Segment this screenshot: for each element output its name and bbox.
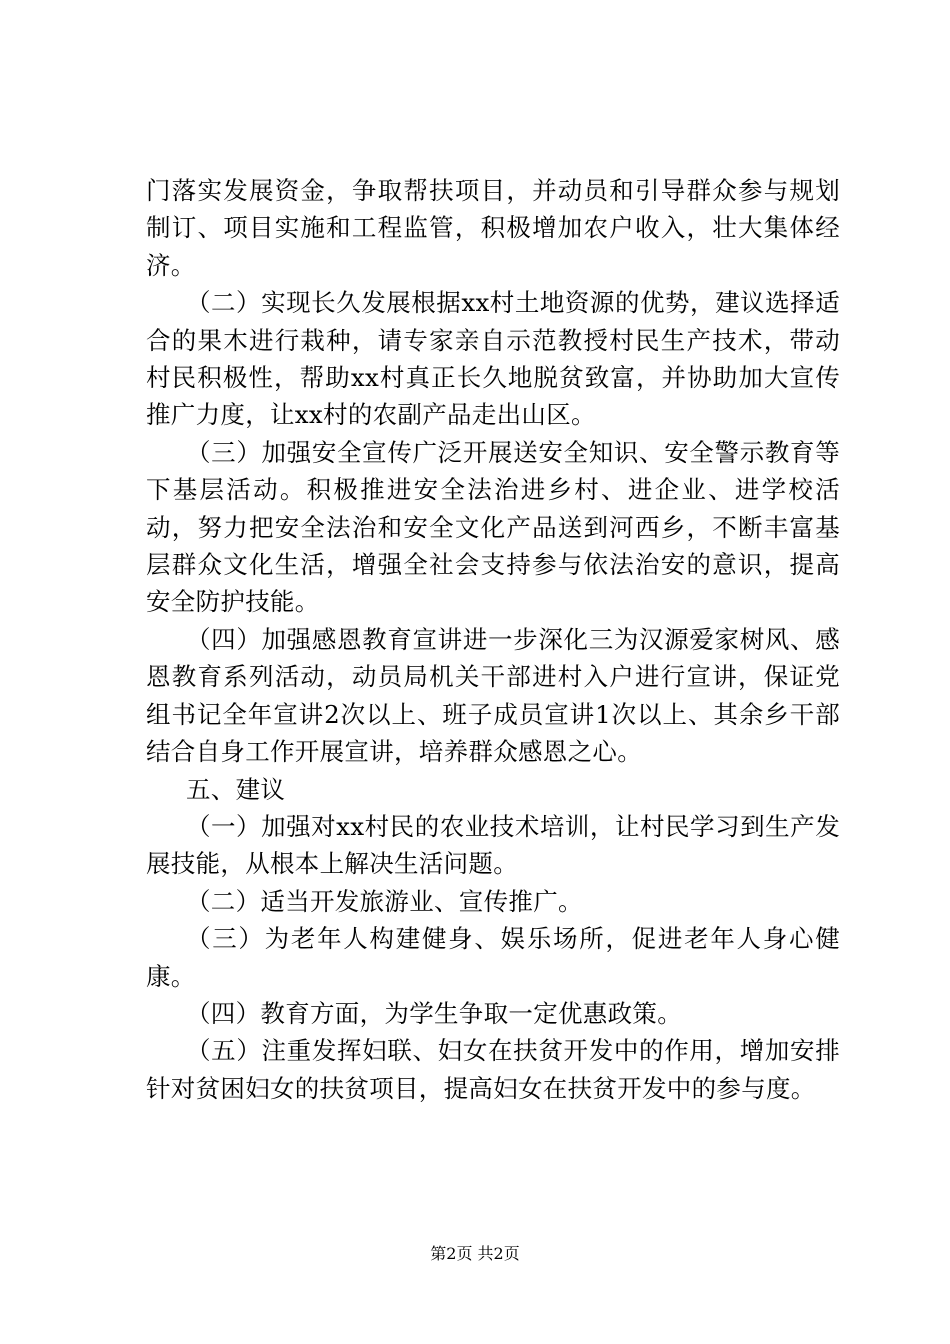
paragraph-safety-publicity: （三）加强安全宣传广泛开展送安全知识、安全警示教育等下基层活动。积极推进安全法治进乡村、进企业、进学校活动，努力把安全法治和安全文化产品送到河西乡，不断丰富基层群众文化生活，增强全社会支持参与依法治安的意识，提高安全防护技能。 xyxy=(146,437,840,617)
section-heading-suggestions: 五、建议 xyxy=(186,774,286,804)
suggestion-item-3: （三）为老年人构建健身、娱乐场所，促进老年人身心健康。 xyxy=(146,924,840,991)
suggestion-item-5: （五）注重发挥妇联、妇女在扶贫开发中的作用，增加安排针对贫困妇女的扶贫项目，提高妇女在扶贫开发中的参与度。 xyxy=(146,1036,840,1103)
suggestion-item-4: （四）教育方面，为学生争取一定优惠政策。 xyxy=(186,998,682,1028)
suggestion-item-2: （二）适当开发旅游业、宣传推广。 xyxy=(186,886,583,916)
page-number-footer: 第2页 共2页 xyxy=(430,1244,520,1263)
suggestion-item-1: （一）加强对xx村民的农业技术培训，让村民学习到生产发展技能，从根本上解决生活问题。 xyxy=(146,811,840,879)
document-body xyxy=(146,172,840,1107)
paragraph-long-term-development: （二）实现长久发展根据xx村土地资源的优势，建议选择适合的果木进行栽种，请专家亲自示范教授村民生产技术，带动村民积极性，帮助xx村真正长久地脱贫致富，并协助加大宣传推广力度，让xx村的农副产品走出山区。 xyxy=(146,288,840,430)
paragraph-gratitude-education: （四）加强感恩教育宣讲进一步深化三为汉源爱家树风、感恩教育系列活动，动员局机关干部进村入户进行宣讲，保证党组书记全年宣讲2次以上、班子成员宣讲1次以上、其余乡干部结合自身工作开展宣讲，培养群众感恩之心。 xyxy=(146,624,840,767)
paragraph-continuation: 门落实发展资金，争取帮扶项目，并动员和引导群众参与规划制订、项目实施和工程监管，积极增加农户收入，壮大集体经济。 xyxy=(146,176,840,280)
